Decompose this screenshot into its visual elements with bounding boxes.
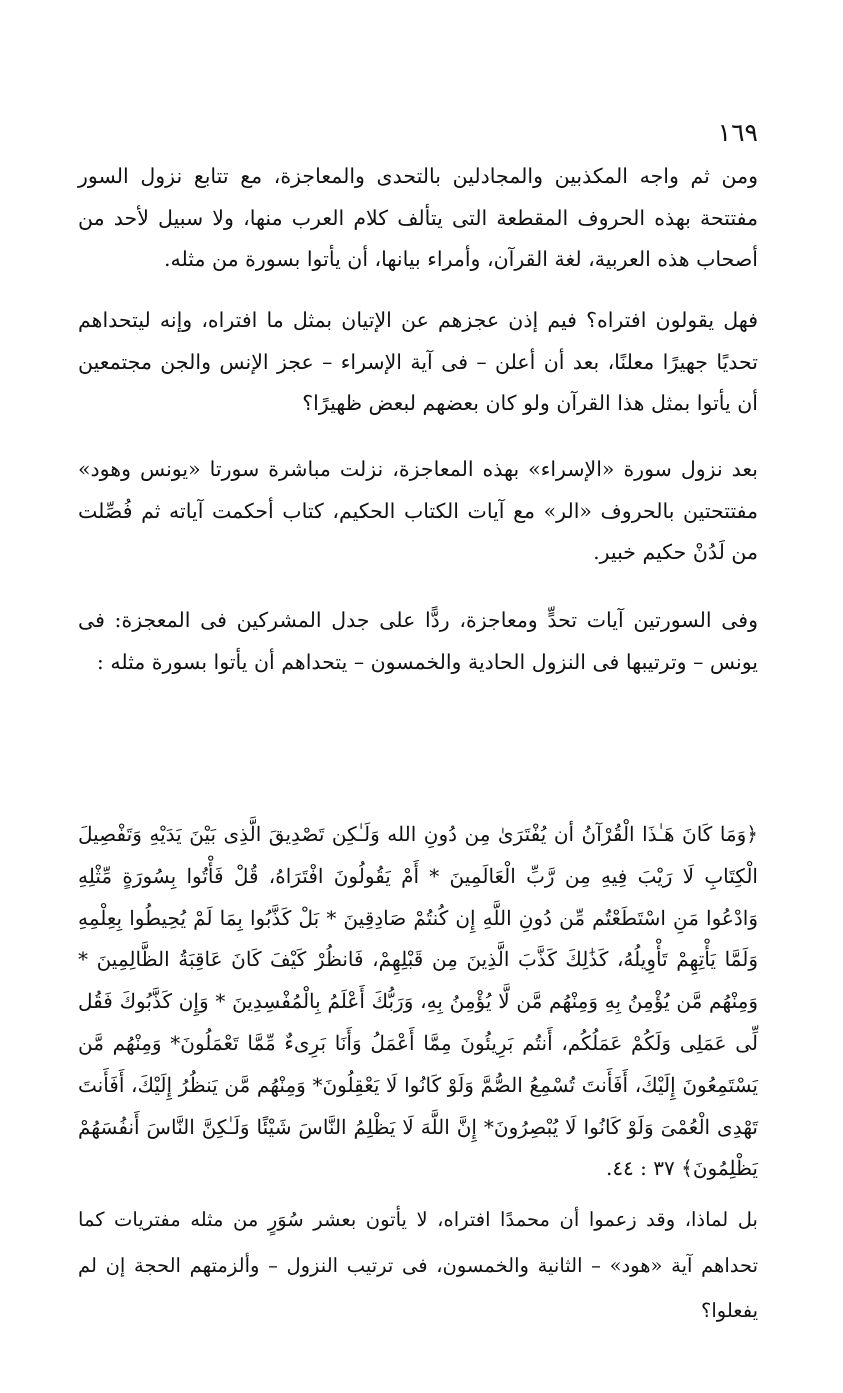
- paragraph-fabrication-question: فهل يقولون افتراه؟ فيم إذن عجزهم عن الإتيان بمثل ما افتراه، وإنه ليتحداهم تحديًا جهيرًا معلنًا، بعد أن أعلن – فى آية الإسراء – عجز الإنس والجن مجتمعين أن يأتوا بمثل هذا القرآن ولو كان بعضهم لبعض ظهيرًا؟: [78, 308, 758, 415]
- quotation-text: ﴿وَمَا كَانَ هَـٰذَا الْقُرْآنُ أن يُفْتَرَىٰ مِن دُونِ الله وَلَـٰكِن تَصْدِيقَ الَّذِى بَيْنَ يَدَيْهِ وَتَفْصِيلَ الْكِتَابِ لَا رَيْبَ فِيهِ مِن رَّبِّ الْعَالَمِينَ * أَمْ يَقُولُونَ افْتَرَاهُ، قُلْ فَأْتُوا بِسُورَةٍ مِّثْلِهِ وَادْعُوا مَنِ اسْتَطَعْتُم مِّن دُونِ اللَّهِ إِن كُنتُمْ صَادِقِينَ * بَلْ كَذَّبُوا بِمَا لَمْ يُحِيطُوا بِعِلْمِهِ وَلَمَّا يَأْتِهِمْ تَأْوِيلُهُ، كَذَٰلِكَ كَذَّبَ الَّذِينَ مِن قَبْلِهِمْ، فَانظُرْ كَيْفَ كَانَ عَاقِبَةُ الظَّالِمِينَ * وَمِنْهُم مَّن يُؤْمِنُ بِهِ وَمِنْهُم مَّن لَّا يُؤْمِنُ بِهِ، وَرَبُّكَ أَعْلَمُ بِالْمُفْسِدِينَ * وَإِن كَذَّبُوكَ فَقُل لِّى عَمَلِى وَلَكُمْ عَمَلُكُم، أَنتُم بَرِيئُونَ مِمَّا أَعْمَلُ وَأَنَا بَرِىءٌ مِّمَّا تَعْمَلُونَ* وَمِنْهُم مَّن يَسْتَمِعُونَ إِلَيْكَ، أَفَأَنتَ تُسْمِعُ الصُّمَّ وَلَوْ كَانُوا لَا يَعْقِلُونَ* وَمِنْهُم مَّن يَنظُرُ إِلَيْكَ، أَفَأَنتَ تَهْدِى الْعُمْىَ وَلَوْ كَانُوا لَا يُبْصِرُونَ* إِنَّ اللَّهَ لَا يَظْلِمُ النَّاسَ شَيْئًا وَلَـٰكِنَّ النَّاسَ أَنفُسَهُمْ يَظْلِمُونَ﴾: [78, 822, 758, 1181]
- verse-reference: ٣٧ : ٤٤.: [605, 1156, 675, 1181]
- page-number: ١٦٩: [717, 118, 758, 147]
- paragraph-two-surahs: وفى السورتين آيات تحدٍّ ومعاجزة، ردًّا على جدل المشركين فى المعجزة: فى يونس – وترتيبها فى النزول الحادية والخمسون – يتحداهم أن يأتوا بسورة مثله :: [78, 608, 758, 674]
- quran-quotation: [78, 814, 758, 1190]
- paragraph-challenge-intro: ومن ثم واجه المكذبين والمجادلين بالتحدى والمعاجزة، مع تتابع نزول السور مفتتحة بهذه الحروف المقطعة التى يتألف كلام العرب منها، ولا سبيل لأحد من أصحاب هذه العربية، لغة القرآن، وأمراء بيانها، أن يأتوا بسورة من مثله.: [78, 164, 758, 271]
- paragraph-yunus-hud: بعد نزول سورة «الإسراء» بهذه المعاجزة، نزلت مباشرة سورتا «يونس وهود» مفتتحتين بالحروف «الر» مع آيات الكتاب الحكيم، كتاب أحكمت آياته ثم فُصِّلت من لَدُنْ حكيم خبير.: [78, 457, 758, 564]
- paragraph-closing-question: بل لماذا، وقد زعموا أن محمدًا افتراه، لا يأتون بعشر سُوَرٍ من مثله مفتريات كما تحداهم آية «هود» – الثانية والخمسون، فى ترتيب النزول – وألزمتهم الحجة إن لم يفعلوا؟: [78, 1208, 758, 1322]
